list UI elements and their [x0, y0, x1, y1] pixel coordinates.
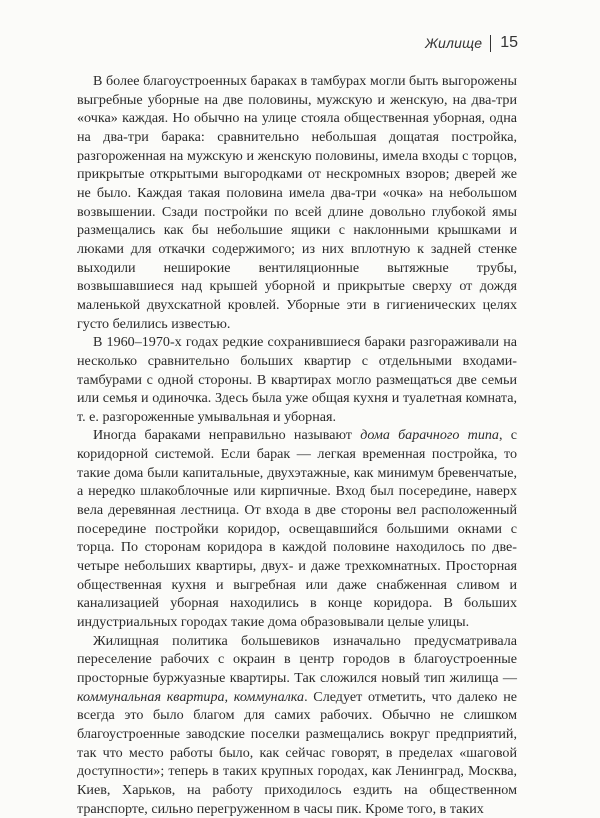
- text-run: Жилищная политика большевиков изначально предусматривала переселение рабочих с окраин в центр городов в благоустроенные просторные буржуазные квартиры. Так сложился новый тип жилища —: [77, 632, 517, 686]
- body-text: [77, 72, 517, 818]
- paragraph: [77, 333, 517, 426]
- paragraph: [77, 426, 517, 631]
- section-title: Жилище: [424, 35, 483, 51]
- paragraph: [77, 632, 517, 818]
- text-run: . Следует отметить, что далеко не всегда это было благом для самих рабочих. Обычно не слишком благоустроенные заводские поселки размещались вокруг предприятий, так что место работы было, как сейчас говорят, в пределах «шаговой доступности»; теперь в таких крупных городах, как Ленинград, Москва, Киев, Харьков, на работу приходилось ездить на общественном транспорте, сильно перегруженном в часы пик. Кроме того, в таких: [77, 688, 517, 817]
- text-run: В 1960–1970-х годах редкие сохранившиеся бараки разгораживали на несколько сравнительно больших квартир с отдельными входами-тамбурами с одной стороны. В квартирах могло размещаться две семьи или семья и одиночка. Здесь была уже общая кухня и туалетная комната, т. е. разгороженные умывальная и уборная.: [77, 334, 517, 425]
- italic-term: коммунальная квартира, коммуналка: [77, 688, 305, 705]
- text-run: , с коридорной системой. Если барак — легкая временная постройка, то такие дома были капитальные, двухэтажные, как минимум бревенчатые, а нередко шлакоблочные или кирпичные. Вход был посередине, наверх вела деревянная лестница. От входа в две стороны вел расположенный посередине постройки коридор, освещавшийся большими окнами с торца. По сторонам коридора в каждой половине находилось по две-четыре небольших квартиры, двух- и даже трехкомнатных. Просторная общественная кухня и выгребная или даже снабженная сливом и канализацией уборная находились в конце коридора. В больших индустриальных городах такие дома образовывали целые улицы.: [77, 427, 517, 631]
- header-divider: [490, 35, 491, 52]
- paragraph: [77, 72, 517, 333]
- text-run: В более благоустроенных бараках в тамбурах могли быть выгорожены выгребные уборные на две половины, мужскую и женскую, на два-три «очка» каждая. Но обычно на улице стояла общественная уборная, одна на два-три барака: сравнительно небольшая дощатая постройка, разгороженная на мужскую и женскую половины, имела входы с торцов, прикрытые открытыми выгородками от нескромных взоров; дверей же не было. Каждая такая половина имела два-три «очка» на небольшом возвышении. Сзади постройки по всей длине довольно глубокой ямы размещались как бы небольшие ящики с наклонными крышками и люками для откачки содержимого; из них вплотную к задней стенке выходили неширокие вентиляционные вытяжные трубы, возвышавшиеся над крышей уборной и прикрытые сверху от дождя маленькой двухскатной кровлей. Уборные эти в гигиенических целях густо белились известью.: [77, 73, 517, 332]
- page-number: 15: [500, 34, 518, 51]
- italic-term: дома барачного типа: [360, 427, 499, 444]
- running-header: [425, 34, 518, 52]
- text-run: Иногда бараками неправильно называют: [93, 427, 361, 444]
